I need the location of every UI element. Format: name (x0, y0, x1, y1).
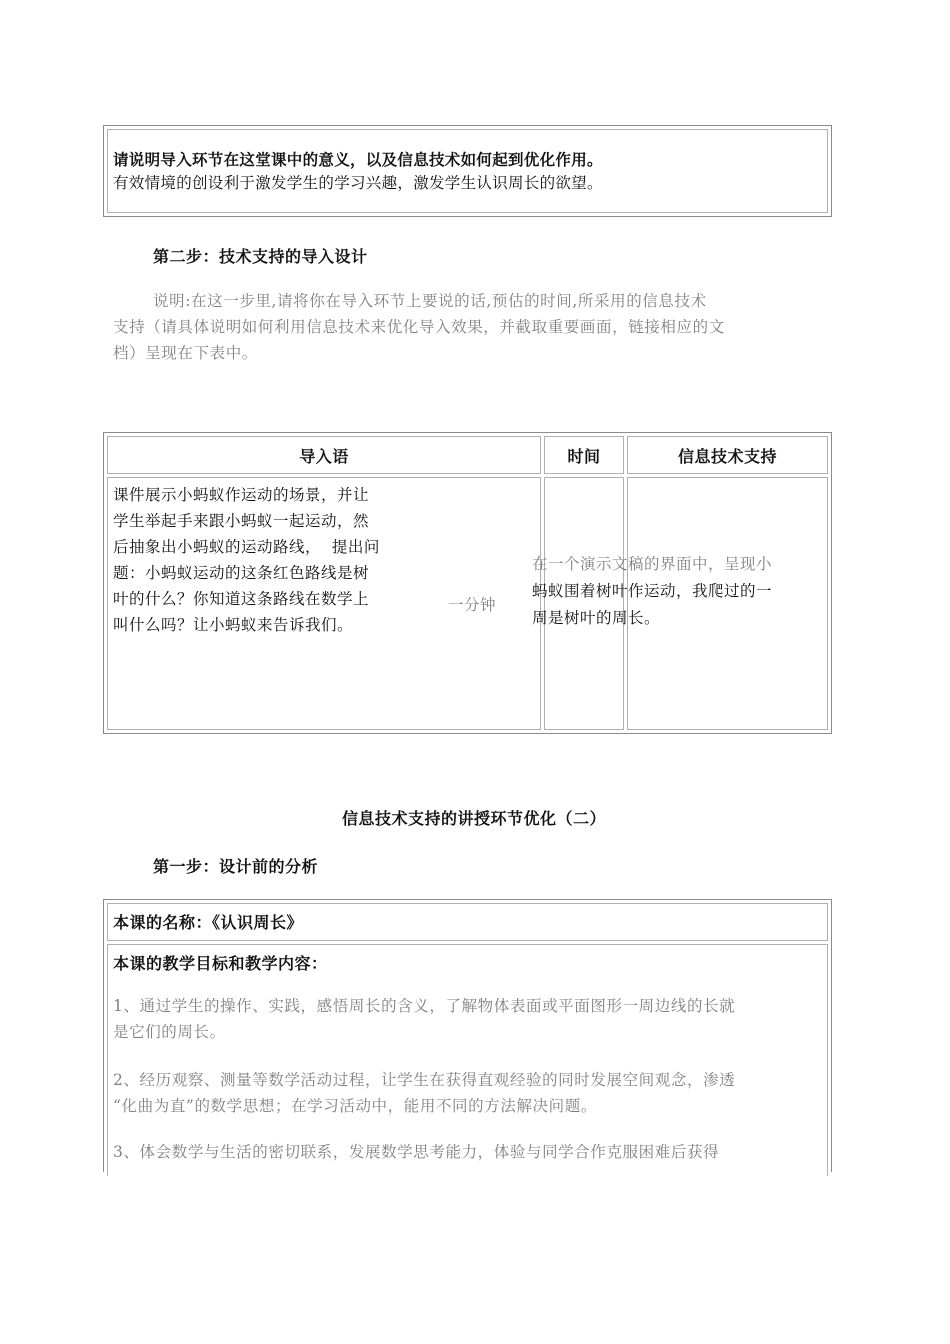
reflection-box (103, 125, 832, 217)
goal-1-line-1: 1、通过学生的操作、实践，感悟周长的含义，了解物体表面或平面图形一周边线的长就 (113, 997, 736, 1015)
section2-title: 信息技术支持的讲授环节优化（二） (342, 809, 607, 828)
step2-desc-line-3: 档）呈现在下表中。 (113, 344, 258, 362)
lesson-goals-heading: 本课的教学目标和教学内容： (113, 954, 328, 973)
lesson-name: 本课的名称：《认识周长》 (113, 913, 304, 932)
header-intro-words-label: 导入语 (299, 446, 349, 466)
goal-2-line-1: 2、经历观察、测量等数学活动过程，让学生在获得直观经验的同时发展空间观念，渗透 (113, 1071, 736, 1089)
header-time-label: 时间 (567, 446, 601, 466)
goal-3-line-1: 3、体会数学与生活的密切联系，发展数学思考能力，体验与同学合作克服困难后获得 (113, 1143, 720, 1161)
intro-time-value: 一分钟 (448, 596, 497, 614)
step2-heading: 第二步：技术支持的导入设计 (153, 247, 368, 266)
intro-script-line-2: 学生举起手来跟小蚂蚁一起运动，然 (113, 512, 370, 530)
intro-script-line-3: 后抽象出小蚂蚁的运动路线， 提出问 (113, 538, 380, 556)
step2-desc-line-2: 支持（请具体说明如何利用信息技术来优化导入效果，并截取重要画面，链接相应的文 (113, 318, 725, 336)
header-tech-support-cell (627, 436, 828, 474)
intro-script-line-4: 题：小蚂蚁运动的这条红色路线是树 (113, 564, 370, 582)
intro-script-line-6: 叫什么吗？让小蚂蚁来告诉我们。 (113, 616, 354, 634)
tech-line-3: 周是树叶的周长。 (532, 609, 661, 627)
intro-script-line-5: 叶的什么？你知道这条路线在数学上 (113, 590, 370, 608)
step2-desc-line-1: 说明:在这一步里,请将你在导入环节上要说的话,预估的时间,所采用的信息技术 (153, 292, 707, 310)
reflection-question: 请说明导入环节在这堂课中的意义，以及信息技术如何起到优化作用。 (113, 150, 603, 169)
goal-1-line-2: 是它们的周长。 (113, 1023, 226, 1041)
reflection-answer: 有效情境的创设利于激发学生的学习兴趣，激发学生认识周长的欲望。 (113, 174, 603, 192)
header-intro-words (107, 436, 541, 474)
tech-line-1: 在一个演示文稿的界面中，呈现小 (532, 555, 773, 573)
header-time (544, 436, 624, 474)
section2-step1: 第一步：设计前的分析 (153, 857, 319, 876)
intro-script-line-1: 课件展示小蚂蚁作运动的场景，并让 (113, 486, 370, 504)
header-tech-support-label: 信息技术支持 (677, 446, 777, 466)
tech-line-2: 蚂蚁围着树叶作运动，我爬过的一 (532, 582, 773, 600)
goal-2-line-2: “化曲为直”的数学思想；在学习活动中，能用不同的方法解决问题。 (113, 1097, 597, 1115)
